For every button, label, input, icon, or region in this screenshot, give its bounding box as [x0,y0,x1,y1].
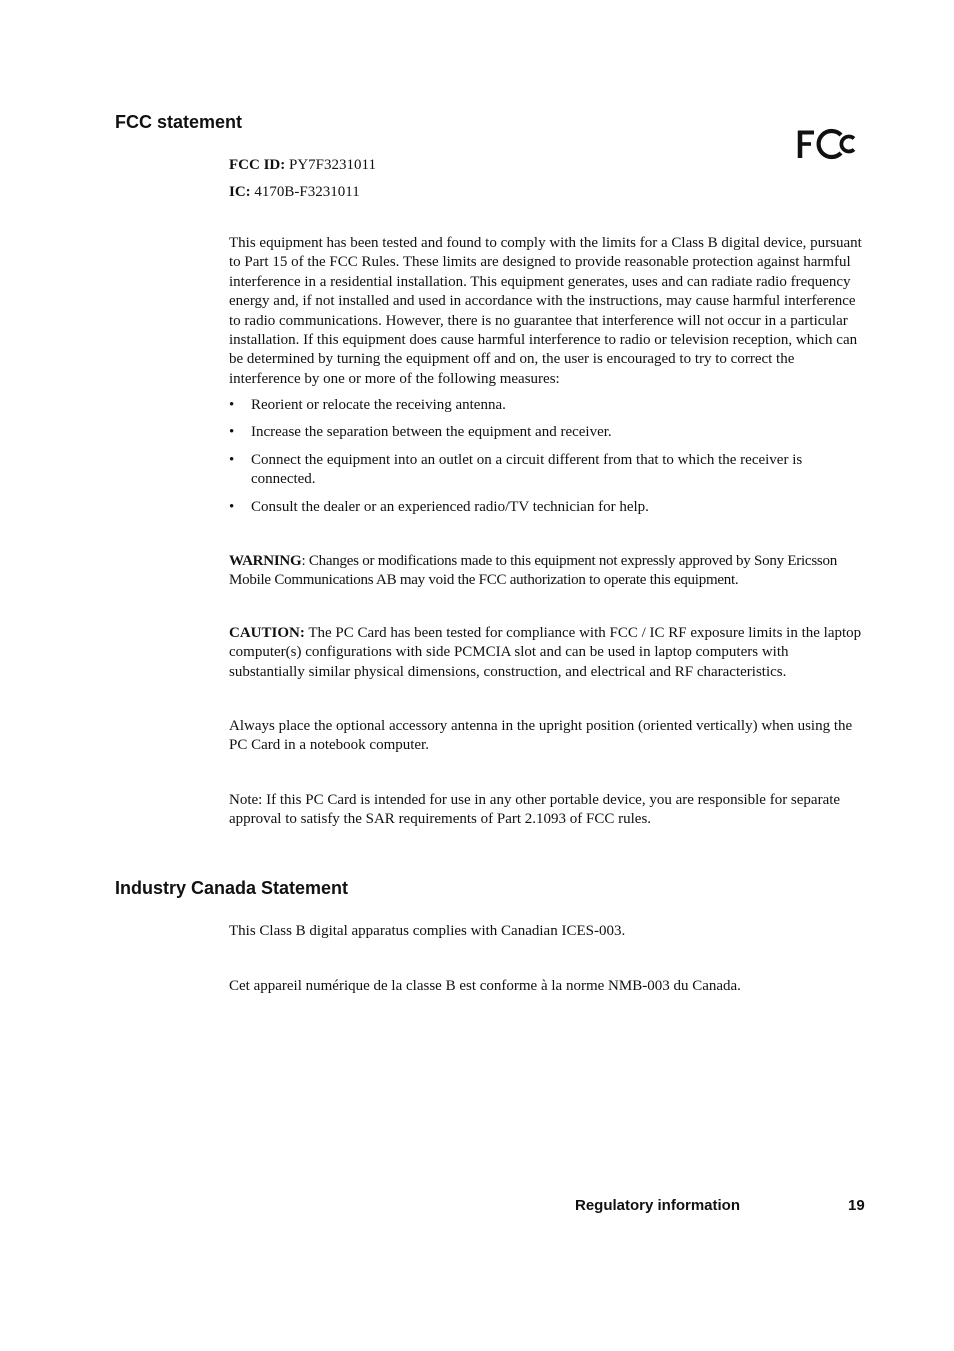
note-paragraph: Note: If this PC Card is intended for use in any other portable device, you are responsible for separate approval to satisfy the SAR requirements of Part 2.1093 of FCC rules. [229,792,841,828]
interference-measures-list [229,396,865,525]
antenna-paragraph: Always place the optional accessory antenna in the upright position (oriented vertically) when using the PC Card in a notebook computer. [229,718,853,754]
warning-paragraph [229,552,865,591]
bullet-icon: • [229,397,235,413]
fcc-id-value: PY7F3231011 [285,157,376,173]
fcc-compliance-paragraph: This equipment has been tested and found to comply with the limits for a Class B digital device, pursuant to Part 15 of the FCC Rules. These limits are designed to provide reasonable protection against harmful interference in a residential installation. This equipment generates, uses and can radiate radio frequency energy and, if not installed and used in accordance with the instructions, may cause harmful interference to radio communications. However, there is no guarantee that interference will not occur in a particular installation. If this equipment does cause harmful interference to radio or television reception, which can be determined by turning the equipment off and on, the user is encouraged to try to correct the interference by one or more of the following measures: [229,235,862,387]
caution-paragraph [229,624,865,682]
fcc-statement-heading: FCC statement [115,112,243,132]
caution-label: CAUTION: [229,625,305,641]
measure-text: Connect the equipment into an outlet on a circuit different from that to which the receiver is connected. [251,451,803,488]
bullet-icon: • [229,498,235,515]
fcc-logo-icon [797,127,859,161]
footer-section-title: Regulatory information [575,1197,741,1214]
ic-id-value: 4170B-F3231011 [250,184,360,200]
list-item [229,396,865,415]
list-item [229,423,865,442]
warning-label: WARNING [229,553,302,569]
ic-id-label: IC: [229,184,251,200]
bullet-icon: • [229,424,235,441]
ic-english-paragraph: This Class B digital apparatus complies with Canadian ICES-003. [229,923,626,939]
ic-french-paragraph: Cet appareil numérique de la classe B est conforme à la norme NMB-003 du Canada. [229,978,741,994]
measure-text: Reorient or relocate the receiving antenna. [251,397,506,413]
measure-text: Consult the dealer or an experienced radio/TV technician for help. [251,498,649,515]
warning-text: : Changes or modifications made to this equipment not expressly approved by Sony Ericsson Mobile Communications AB may void the FCC authorization to operate this equipment. [229,553,838,589]
fcc-id-label: FCC ID: [229,157,286,173]
bullet-icon: • [229,451,235,468]
list-item [229,498,865,517]
fcc-id-line [229,156,376,175]
measure-text: Increase the separation between the equipment and receiver. [251,424,612,441]
caution-text: The PC Card has been tested for compliance with FCC / IC RF exposure limits in the laptop computer(s) configurations with side PCMCIA slot and can be used in laptop computers with substantially similar physical dimensions, construction, and electrical and RF characteristics. [229,625,862,680]
industry-canada-heading: Industry Canada Statement [115,878,349,898]
list-item [229,451,865,490]
ic-id-line [229,183,360,202]
page-number: 19 [848,1197,865,1214]
